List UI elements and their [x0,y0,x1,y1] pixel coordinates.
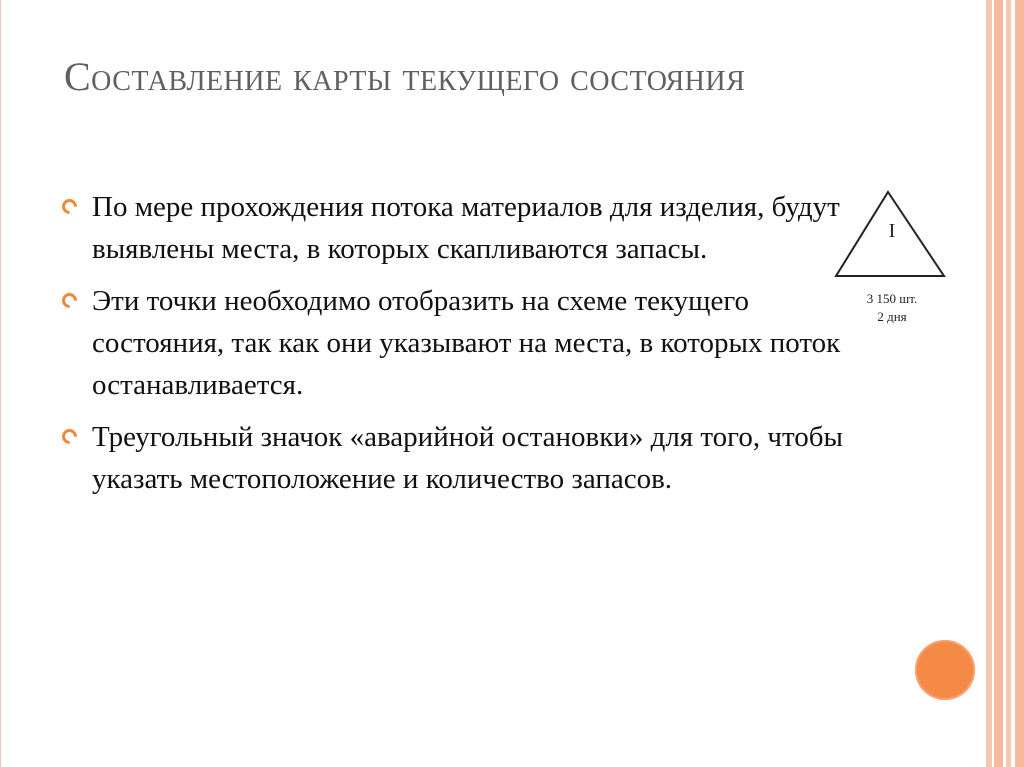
bullet-icon [59,196,80,217]
bullet-text: Треугольный значок «аварийной остановки» для того, чтобы указать местоположение и количество запасов. [92,421,843,495]
inventory-quantity-label [832,290,952,326]
inventory-quantity: 3 150 шт. [866,291,918,306]
bullet-icon [59,426,80,447]
inventory-days: 2 дня [877,309,907,324]
decor-circle [915,640,975,700]
bullet-list [62,186,862,510]
bullet-item [62,186,862,270]
bullet-text: Эти точки необходимо отобразить на схеме текущего состояния, так как они указывают на места, в которых поток останавливается. [92,285,841,401]
slide-title: Составление карты текущего состояния [64,54,746,99]
bullet-text: По мере прохождения потока материалов для изделия, будут выявлены места, в которых скапливаются запасы. [92,191,840,265]
inventory-icon-figure [832,188,952,338]
decor-stripe [1015,0,1024,767]
bullet-icon [59,290,80,311]
decor-stripe [994,0,1003,767]
inventory-letter: I [888,220,896,242]
bullet-item [62,416,862,500]
bullet-item [62,280,862,406]
